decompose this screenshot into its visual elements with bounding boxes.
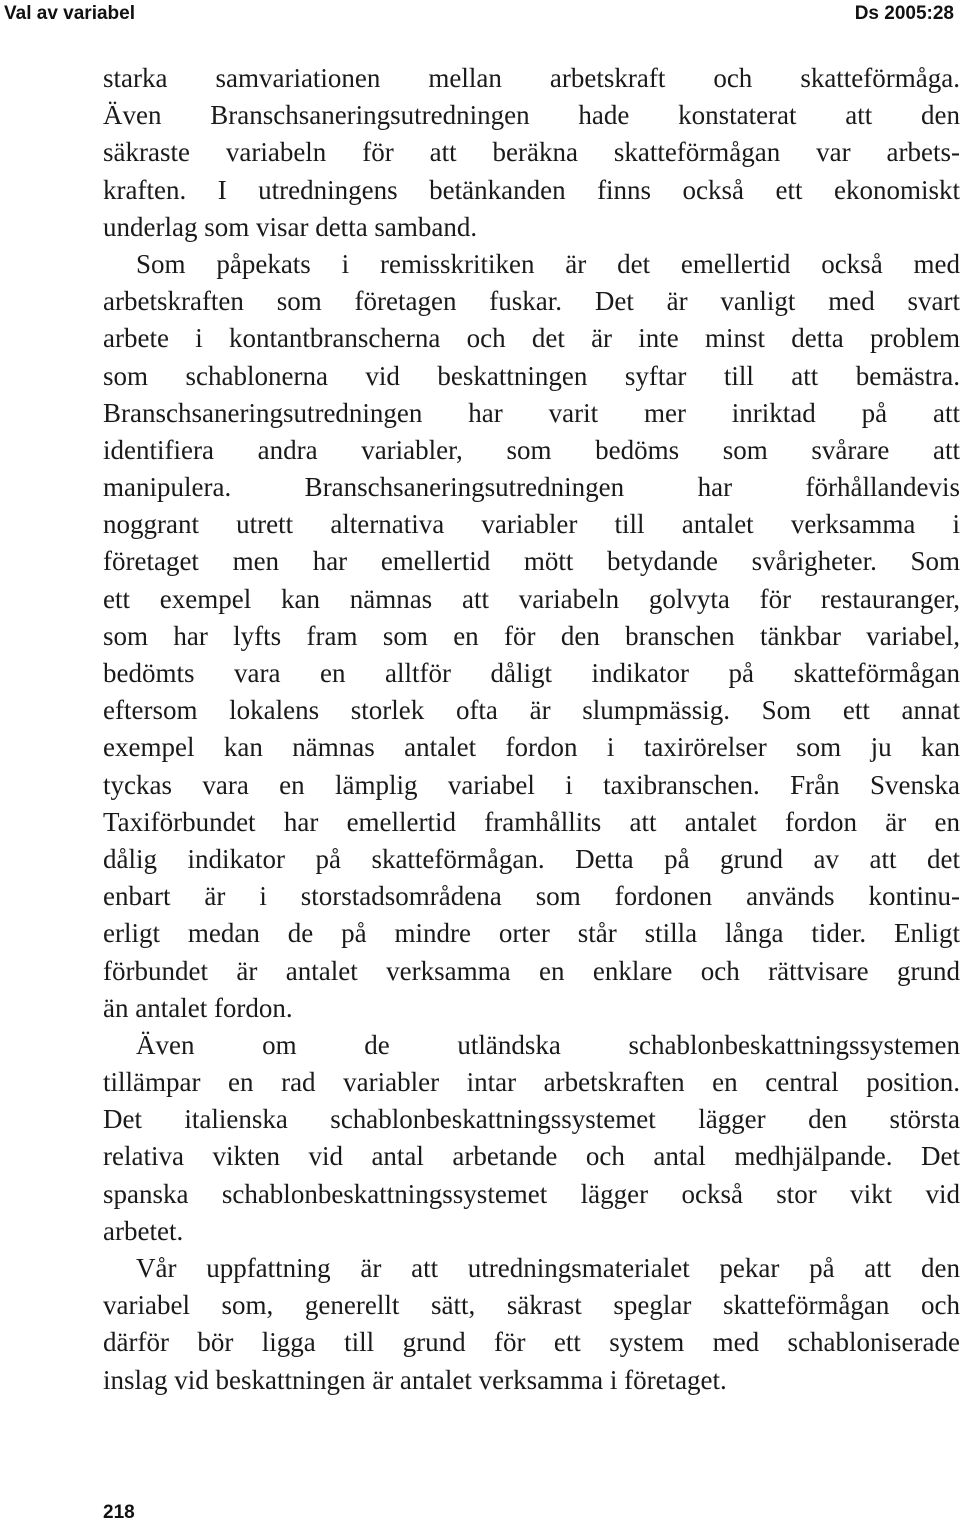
text-line: enbart är i storstadsområdena som fordonen används kontinu-	[103, 881, 960, 912]
text-line: bedömts vara en alltför dåligt indikator på skatteförmågan	[103, 658, 960, 688]
text-line: noggrant utrett alternativa variabler till antalet verksamma i	[103, 509, 960, 540]
text-line: Vår uppfattning är att utredningsmaterialet pekar på att den	[136, 1253, 960, 1283]
text-line: Branschsaneringsutredningen har varit mer inriktad på att	[103, 397, 960, 428]
text-line: Det italienska schablonbeskattningssystemet lägger den största	[103, 1104, 960, 1135]
text-line: eftersom lokalens storlek ofta är slumpmässig. Som ett annat	[103, 695, 960, 726]
text-line: relativa vikten vid antal arbetande och antal medhjälpande. Det	[103, 1141, 960, 1172]
text-line: starka samvariationen mellan arbetskraft och skatteförmåga.	[103, 63, 960, 93]
text-line: tillämpar en rad variabler intar arbetskraften en central position.	[103, 1067, 960, 1098]
text-line: än antalet fordon.	[103, 992, 293, 1023]
text-line: dålig indikator på skatteförmågan. Detta på grund av att det	[103, 843, 960, 874]
text-line: manipulera. Branschsaneringsutredningen har förhållandevis	[103, 472, 960, 503]
header-document-id: Ds 2005:28	[854, 3, 954, 24]
text-line: erligt medan de på mindre orter står stilla långa tider. Enligt	[103, 918, 960, 949]
text-line: spanska schablonbeskattningssystemet lägger också stor vikt vid	[103, 1178, 960, 1209]
text-line: exempel kan nämnas antalet fordon i taxirörelser som ju kan	[103, 732, 960, 763]
text-line: arbetskraften som företagen fuskar. Det är vanligt med svart	[103, 286, 960, 317]
header-section-title: Val av variabel	[4, 3, 135, 24]
text-line: som har lyfts fram som en för den branschen tänkbar variabel,	[103, 620, 960, 651]
text-line: som schablonerna vid beskattningen syftar till att bemästra.	[103, 360, 960, 391]
text-line: därför bör ligga till grund för ett system med schabloniserade	[103, 1327, 960, 1358]
text-line: Taxiförbundet har emellertid framhållits att antalet fordon är en	[103, 806, 960, 837]
text-line: arbete i kontantbranscherna och det är inte minst detta problem	[103, 323, 960, 354]
running-header	[0, 0, 960, 30]
text-line: förbundet är antalet verksamma en enklare och rättvisare grund	[103, 955, 960, 986]
text-line: ett exempel kan nämnas att variabeln golvyta för restauranger,	[103, 583, 960, 614]
text-line: Även Branschsaneringsutredningen hade konstaterat att den	[103, 100, 960, 131]
text-line: Som påpekats i remisskritiken är det emellertid också med	[136, 248, 960, 279]
text-line: tyckas vara en lämplig variabel i taxibranschen. Från Svenska	[103, 769, 960, 800]
text-line: företaget men har emellertid mött betydande svårigheter. Som	[103, 546, 960, 577]
page-number: 218	[103, 1502, 135, 1523]
body-text	[103, 60, 960, 1399]
text-line: variabel som, generellt sätt, säkrast speglar skatteförmågan och	[103, 1290, 960, 1321]
text-line: underlag som visar detta samband.	[103, 211, 478, 242]
text-line: arbetet.	[103, 1215, 184, 1246]
text-line: inslag vid beskattningen är antalet verksamma i företaget.	[103, 1364, 727, 1395]
text-line: säkraste variabeln för att beräkna skatteförmågan var arbets-	[103, 137, 960, 168]
text-line: identifiera andra variabler, som bedöms som svårare att	[103, 434, 960, 465]
text-line: kraften. I utredningens betänkanden finns också ett ekonomiskt	[103, 174, 960, 205]
text-line: Även om de utländska schablonbeskattningssystemen	[136, 1029, 960, 1060]
